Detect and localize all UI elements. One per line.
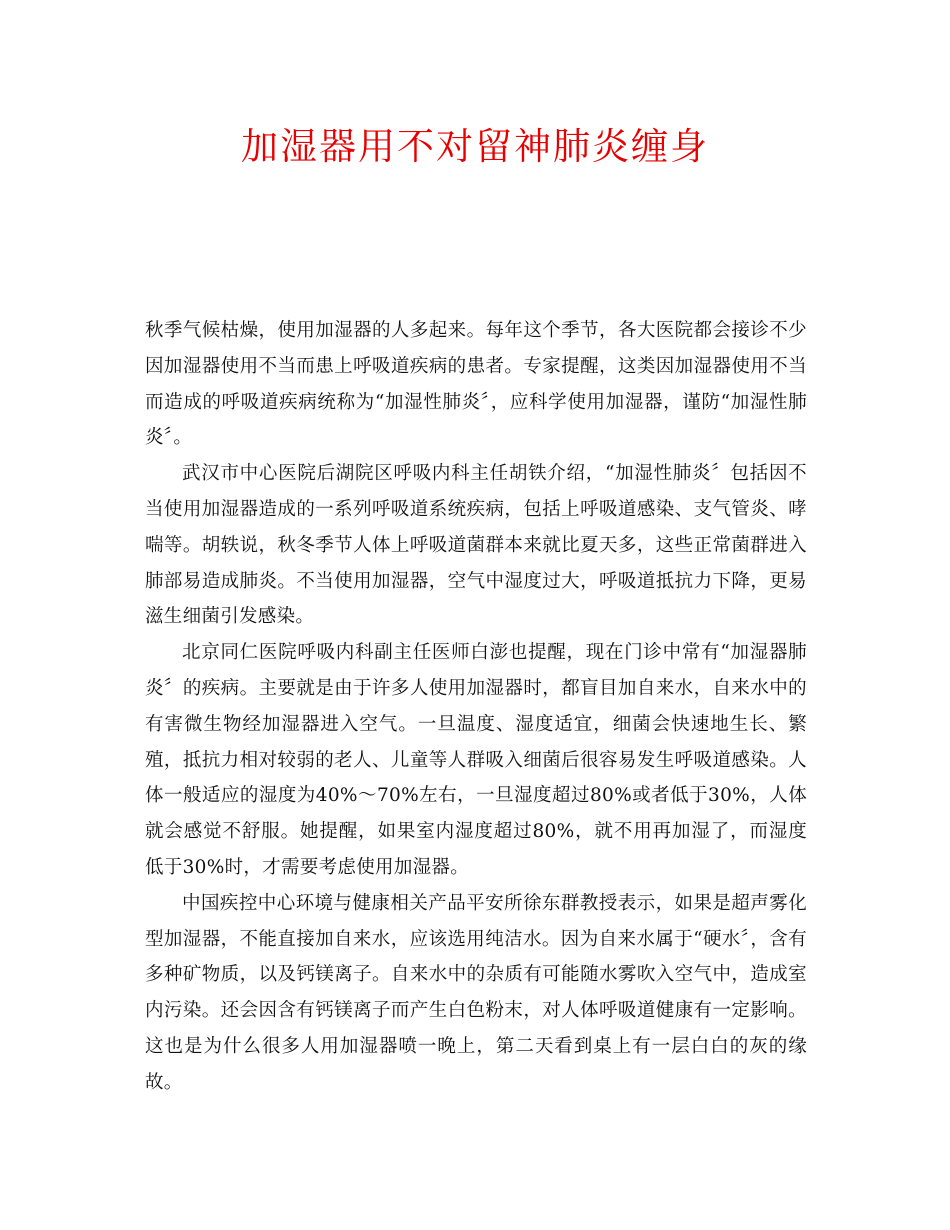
paragraph-wuhan: 武汉市中心医院后湖院区呼吸内科主任胡铁介绍，“加湿性肺炎〞包括因不当使用加湿器造成的一系列呼吸道系统疾病，包括上呼吸道感染、支气管炎、哮喘等。胡轶说，秋冬季节人体上呼吸道菌群本来就比夏天多，这些正常菌群进入肺部易造成肺炎。不当使用加湿器，空气中湿度过大，呼吸道抵抗力下降，更易滋生细菌引发感染。	[145, 463, 807, 628]
paragraph-intro: 秋季气候枯燥，使用加湿器的人多起来。每年这个季节，各大医院都会接诊不少因加湿器使用不当而患上呼吸道疾病的患者。专家提醒，这类因加湿器使用不当而造成的呼吸道疾病统称为“加湿性肺炎〞，应科学使用加湿器，谨防“加湿性肺炎〞。	[145, 320, 807, 449]
paragraph-beijing: 北京同仁医院呼吸内科副主任医师白澎也提醒，现在门诊中常有“加湿器肺炎〞的疾病。主要就是由于许多人使用加湿器时，都盲目加自来水，自来水中的有害微生物经加湿器进入空气。一旦温度、湿度适宜，细菌会快速地生长、繁殖，抵抗力相对较弱的老人、儿童等人群吸入细菌后很容易发生呼吸道感染。人体一般适应的湿度为40%～70%左右，一旦湿度超过80%或者低于30%，人体就会感觉不舒服。她提醒，如果室内湿度超过80%，就不用再加湿了，而湿度低于30%时，才需要考虑使用加湿器。	[145, 642, 807, 878]
document-body	[145, 313, 807, 1101]
paragraph-cdc: 中国疾控中心环境与健康相关产品平安所徐东群教授表示，如果是超声雾化型加湿器，不能直接加自来水，应该选用纯洁水。因为自来水属于“硬水〞，含有多种矿物质，以及钙镁离子。自来水中的杂质有可能随水雾吹入空气中，造成室内污染。还会因含有钙镁离子而产生白色粉末，对人体呼吸道健康有一定影响。这也是为什么很多人用加湿器喷一晚上，第二天看到桌上有一层白白的灰的缘故。	[145, 892, 807, 1093]
document-title: 加湿器用不对留神肺炎缠身	[241, 125, 709, 168]
